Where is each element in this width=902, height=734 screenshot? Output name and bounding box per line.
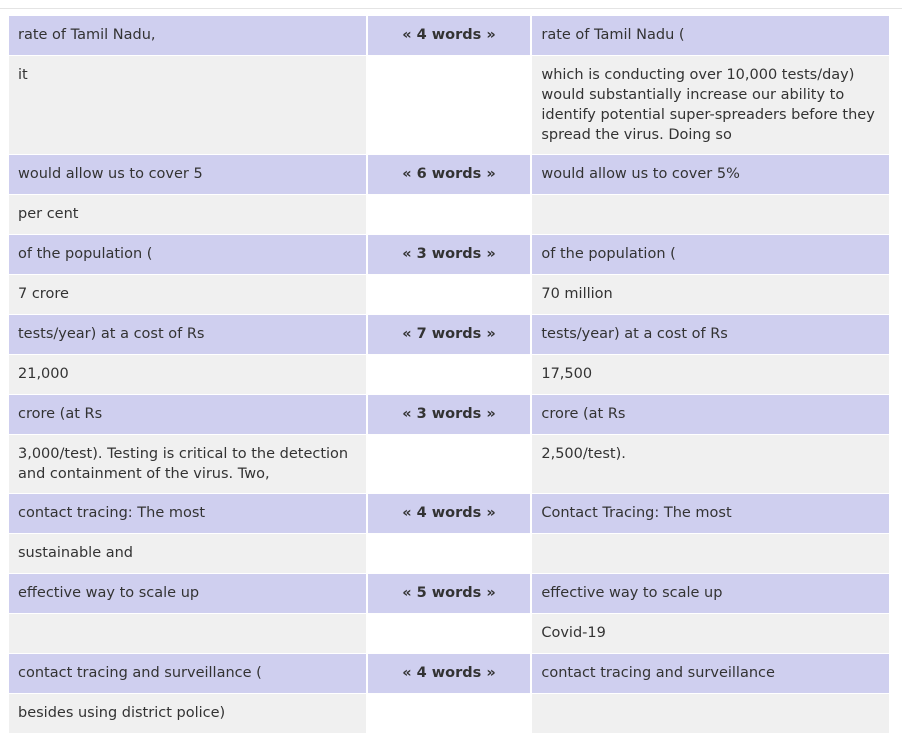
right-text [531,534,889,574]
diff-row [9,654,889,694]
word-count-marker [367,275,532,315]
top-divider [0,8,902,9]
diff-row [9,355,889,395]
top-strip [0,0,902,16]
diff-row [9,195,889,235]
right-text: effective way to scale up [531,574,889,614]
right-text: crore (at Rs [531,395,889,435]
diff-row [9,494,889,534]
left-text: would allow us to cover 5 [9,155,367,195]
word-count-marker [367,435,532,494]
word-count-marker: « 5 words » [367,574,532,614]
right-text: contact tracing and surveillance [531,654,889,694]
diff-row [9,155,889,195]
word-count-marker: « 4 words » [367,494,532,534]
left-text: rate of Tamil Nadu, [9,16,367,56]
word-count-marker [367,195,532,235]
right-text: rate of Tamil Nadu ( [531,16,889,56]
left-text: of the population ( [9,235,367,275]
diff-row [9,16,889,56]
left-text: per cent [9,195,367,235]
diff-row [9,534,889,574]
right-text [531,195,889,235]
diff-row [9,614,889,654]
diff-row [9,435,889,494]
right-text: Covid-19 [531,614,889,654]
word-count-marker: « 3 words » [367,395,532,435]
word-count-marker [367,355,532,395]
diff-row [9,574,889,614]
right-text: 70 million [531,275,889,315]
diff-row [9,395,889,435]
left-text: it [9,56,367,155]
right-text: tests/year) at a cost of Rs [531,315,889,355]
word-count-marker [367,694,532,734]
diff-row [9,315,889,355]
left-text: contact tracing: The most [9,494,367,534]
word-count-marker: « 3 words » [367,235,532,275]
diff-row [9,275,889,315]
diff-row [9,235,889,275]
left-text: tests/year) at a cost of Rs [9,315,367,355]
left-text: 7 crore [9,275,367,315]
word-count-marker [367,56,532,155]
right-text: which is conducting over 10,000 tests/day) would substantially increase our ability to identify potential super-spreaders before they spread the virus. Doing so [531,56,889,155]
word-count-marker: « 4 words » [367,654,532,694]
diff-row [9,694,889,734]
word-count-marker: « 6 words » [367,155,532,195]
right-text [531,694,889,734]
word-count-marker [367,614,532,654]
right-text: 17,500 [531,355,889,395]
left-text: effective way to scale up [9,574,367,614]
left-text: besides using district police) [9,694,367,734]
word-count-marker: « 4 words » [367,16,532,56]
left-text: 21,000 [9,355,367,395]
right-text: Contact Tracing: The most [531,494,889,534]
diff-table [9,16,889,734]
right-text: would allow us to cover 5% [531,155,889,195]
left-text: contact tracing and surveillance ( [9,654,367,694]
right-text: of the population ( [531,235,889,275]
word-count-marker [367,534,532,574]
diff-row [9,56,889,155]
right-text: 2,500/test). [531,435,889,494]
diff-table-body [9,16,889,734]
left-text: sustainable and [9,534,367,574]
left-text: crore (at Rs [9,395,367,435]
left-text [9,614,367,654]
word-count-marker: « 7 words » [367,315,532,355]
left-text: 3,000/test). Testing is critical to the detection and containment of the virus. Two, [9,435,367,494]
